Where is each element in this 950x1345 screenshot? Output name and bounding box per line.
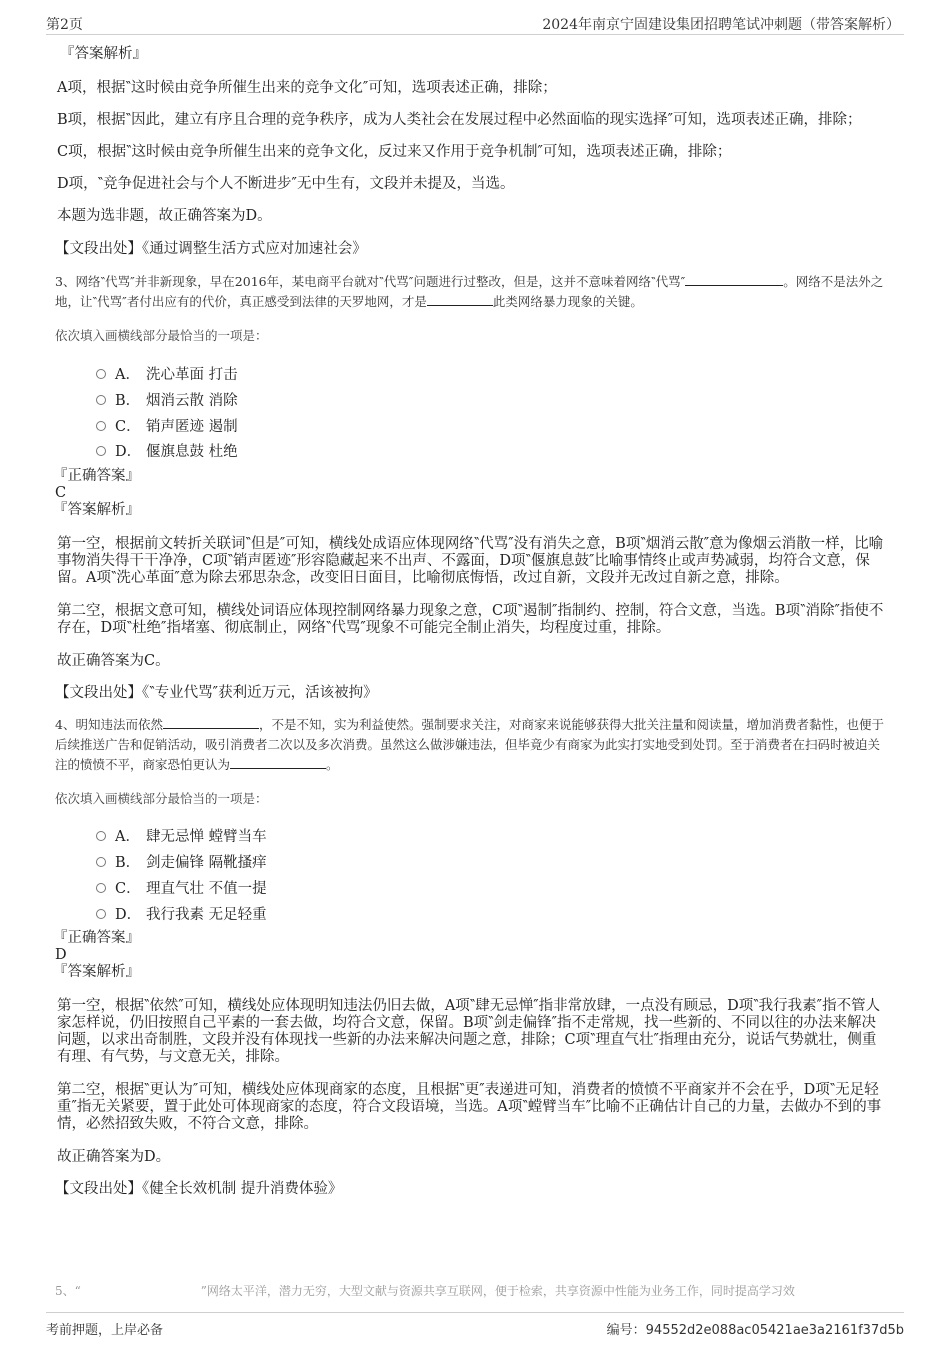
radio-button[interactable] (96, 446, 106, 456)
analysis-conclusion: 故正确答案为C。 (57, 653, 170, 670)
analysis-line: B项，根据‶因此，建立有序且合理的竞争秩序，成为人类社会在发展过程中必然面临的现实选择″可知，选项表述正确，排除； (57, 112, 862, 128)
analysis-conclusion: 故正确答案为D。 (57, 1149, 171, 1166)
option-b[interactable] (55, 389, 890, 415)
option-c[interactable] (55, 415, 890, 441)
option-letter: D． (115, 906, 142, 923)
question-text: 此类网络暴力现象的关键。 (492, 294, 643, 309)
option-b[interactable] (55, 851, 890, 877)
analysis-paragraph: 第一空，根据‶依然″可知，横线处应体现明知违法仍旧去做，A项‶肆无忌惮″指非常放肆，一点没有顾忌，D项‶我行我素″指不管人家怎样说，仍旧按照自己平素的一套去做，均符合文意，保留。B项‶剑走偏锋″指不走常规，找一些新的、不同以往的办法来解决问题，以求出奇制胜，文段并没有体现找一些新的办法来解决问题之意，排除；C项‶理直气壮″指理由充分，说话气势就壮，侧重有理、有气势，与文意无关，排除。 (57, 998, 881, 1066)
option-letter: C． (115, 880, 141, 897)
question-instruction: 依次填入画横线部分最恰当的一项是： (55, 328, 268, 343)
analysis-paragraph: 第一空，根据前文转折关联词‶但是″可知，横线处成语应体现网络‶代骂″没有消失之意，B项‶烟消云散″意为像烟云消散一样，比喻事物消失得干干净净，C项‶销声匿迹″形容隐藏起来不出声、不露面，D项‶偃旗息鼓″比喻事情终止或声势减弱，均符合文意，保留。A项‶洗心革面″意为除去邪思杂念，改变旧日面目，比喻彻底悔悟，改过自新，文段并无改过自新之意，排除。 (57, 536, 884, 587)
question-text: 4、明知违法而依然 (55, 717, 163, 733)
option-letter: A． (115, 367, 140, 383)
option-text: 肆无忌惮 螳臂当车 (146, 829, 267, 846)
question-text: 。网络不是法外之地，让‶代骂″者付出应有的代价，真正感受到法律的天罗地网，才是 (55, 274, 884, 309)
option-letter: D． (115, 444, 142, 461)
radio-button[interactable] (96, 857, 106, 867)
question-instruction: 依次填入画横线部分最恰当的一项是： (55, 791, 268, 807)
analysis-line: D项，‶竞争促进社会与个人不断进步″无中生有，文段并未提及，当选。 (57, 176, 515, 192)
fill-blank (230, 757, 326, 769)
radio-button[interactable] (96, 421, 106, 431)
radio-button[interactable] (96, 369, 106, 379)
analysis-line: C项，根据‶这时候由竞争所催生出来的竞争文化，反过来又作用于竞争机制″可知，选项表述正确，排除； (57, 144, 732, 160)
page-number: 第2页 (46, 17, 83, 33)
analysis-paragraph: 第二空，根据‶更认为″可知，横线处应体现商家的态度，且根据‶更″表递进可知，消费者的愤愤不平商家并不会在乎，D项‶无足轻重″指无关紧要，置于此处可体现商家的态度，符合文段语境，当选。A项‶螳臂当车″比喻不正确估计自己的力量，去做办不到的事情，必然招致失败，不符合文意，排除。 (57, 1082, 882, 1133)
question-3-stem (55, 272, 890, 312)
question-text: ，不是不知，实为利益使然。强制要求关注，对商家来说能够获得大批关注量和阅读量，增加消费者黏性，也便于后续推送广告和促销活动，吸引消费者二次以及多次消费。虽然这么做涉嫌违法，但毕竟少有商家为此实打实地受到处罚。至于消费者在扫码时被迫关注的愤愤不平，商家恐怕更认为 (55, 717, 884, 773)
radio-button[interactable] (96, 909, 106, 919)
source-label: 【文段出处】 (55, 1181, 142, 1198)
option-text: 理直气壮 不值一提 (146, 880, 267, 897)
option-text: 我行我素 无足轻重 (146, 906, 267, 923)
source-citation (55, 685, 890, 702)
option-letter: C． (115, 418, 141, 435)
source-title: 《健全长效机制 提升消费体验》 (142, 1181, 343, 1198)
correct-answer-label: 『正确答案』 (53, 930, 140, 947)
fill-blank (685, 274, 783, 286)
question-text: 3、网络‶代骂″并非新现象，早在2016年，某电商平台就对‶代骂″问题进行过整改，但是，这并不意味着网络‶代骂″ (55, 274, 686, 289)
source-title: 《‶专业代骂″获利近万元，活该被拘》 (142, 685, 378, 702)
option-text: 销声匿迹 遏制 (146, 418, 238, 435)
question-4-stem (55, 715, 890, 775)
next-question-cutoff (55, 1284, 880, 1303)
analysis-label: 『答案解析』 (60, 46, 147, 62)
analysis-paragraph: 第二空，根据文意可知，横线处词语应体现控制网络暴力现象之意，C项‶遏制″指制约、控制，符合文意，当选。B项‶消除″指使不存在，D项‶杜绝″指堵塞、彻底制止，网络‶代骂″现象不可能完全制止消失，均程度过重，排除。 (57, 603, 884, 637)
option-text: 偃旗息鼓 杜绝 (146, 444, 238, 461)
correct-answer: C (55, 485, 67, 502)
code-value: 94552d2e088ac05421ae3a2161f37d5b (645, 1323, 904, 1338)
option-letter: B． (115, 854, 141, 871)
option-text: 剑走偏锋 隔靴搔痒 (146, 854, 267, 871)
correct-answer-label: 『正确答案』 (53, 468, 140, 485)
code-label: 编号： (606, 1323, 646, 1338)
option-d[interactable] (55, 903, 890, 929)
option-a[interactable] (55, 825, 890, 851)
cutoff-text: 5、“ ”网络太平洋，潜力无穷，大型文献与资源共享互联网，便于检索，共享资源中性能为业务工作，同时提高学习效 (55, 1284, 795, 1298)
source-citation (55, 241, 890, 258)
option-d[interactable] (55, 440, 890, 466)
source-label: 【文段出处】 (55, 241, 142, 257)
analysis-conclusion: 本题为选非题，故正确答案为D。 (57, 208, 272, 224)
correct-answer: D (55, 947, 67, 964)
analysis-line: A项，根据‶这时候由竞争所催生出来的竞争文化″可知，选项表述正确，排除； (57, 80, 557, 96)
radio-button[interactable] (96, 831, 106, 841)
source-title: 《通过调整生活方式应对加速社会》 (142, 241, 367, 257)
option-c[interactable] (55, 877, 890, 903)
document-title: 2024年南京宁固建设集团招聘笔试冲刺题（带答案解析） (542, 17, 900, 33)
page-content (55, 46, 890, 1198)
option-letter: A． (115, 829, 140, 846)
question-text: 。 (326, 757, 339, 773)
fill-blank (427, 294, 493, 306)
radio-button[interactable] (96, 883, 106, 893)
page-footer (46, 1312, 904, 1338)
analysis-label: 『答案解析』 (53, 502, 140, 519)
option-text: 烟消云散 消除 (146, 392, 238, 409)
page-header (46, 14, 904, 35)
option-a[interactable] (55, 363, 890, 389)
footer-slogan: 考前押题，上岸必备 (46, 1323, 164, 1338)
source-citation (55, 1181, 890, 1198)
option-letter: B． (115, 392, 141, 409)
radio-button[interactable] (96, 395, 106, 405)
analysis-label: 『答案解析』 (53, 964, 140, 981)
option-text: 洗心革面 打击 (146, 367, 238, 383)
fill-blank (163, 717, 259, 729)
source-label: 【文段出处】 (55, 685, 142, 702)
document-code (607, 1319, 904, 1338)
